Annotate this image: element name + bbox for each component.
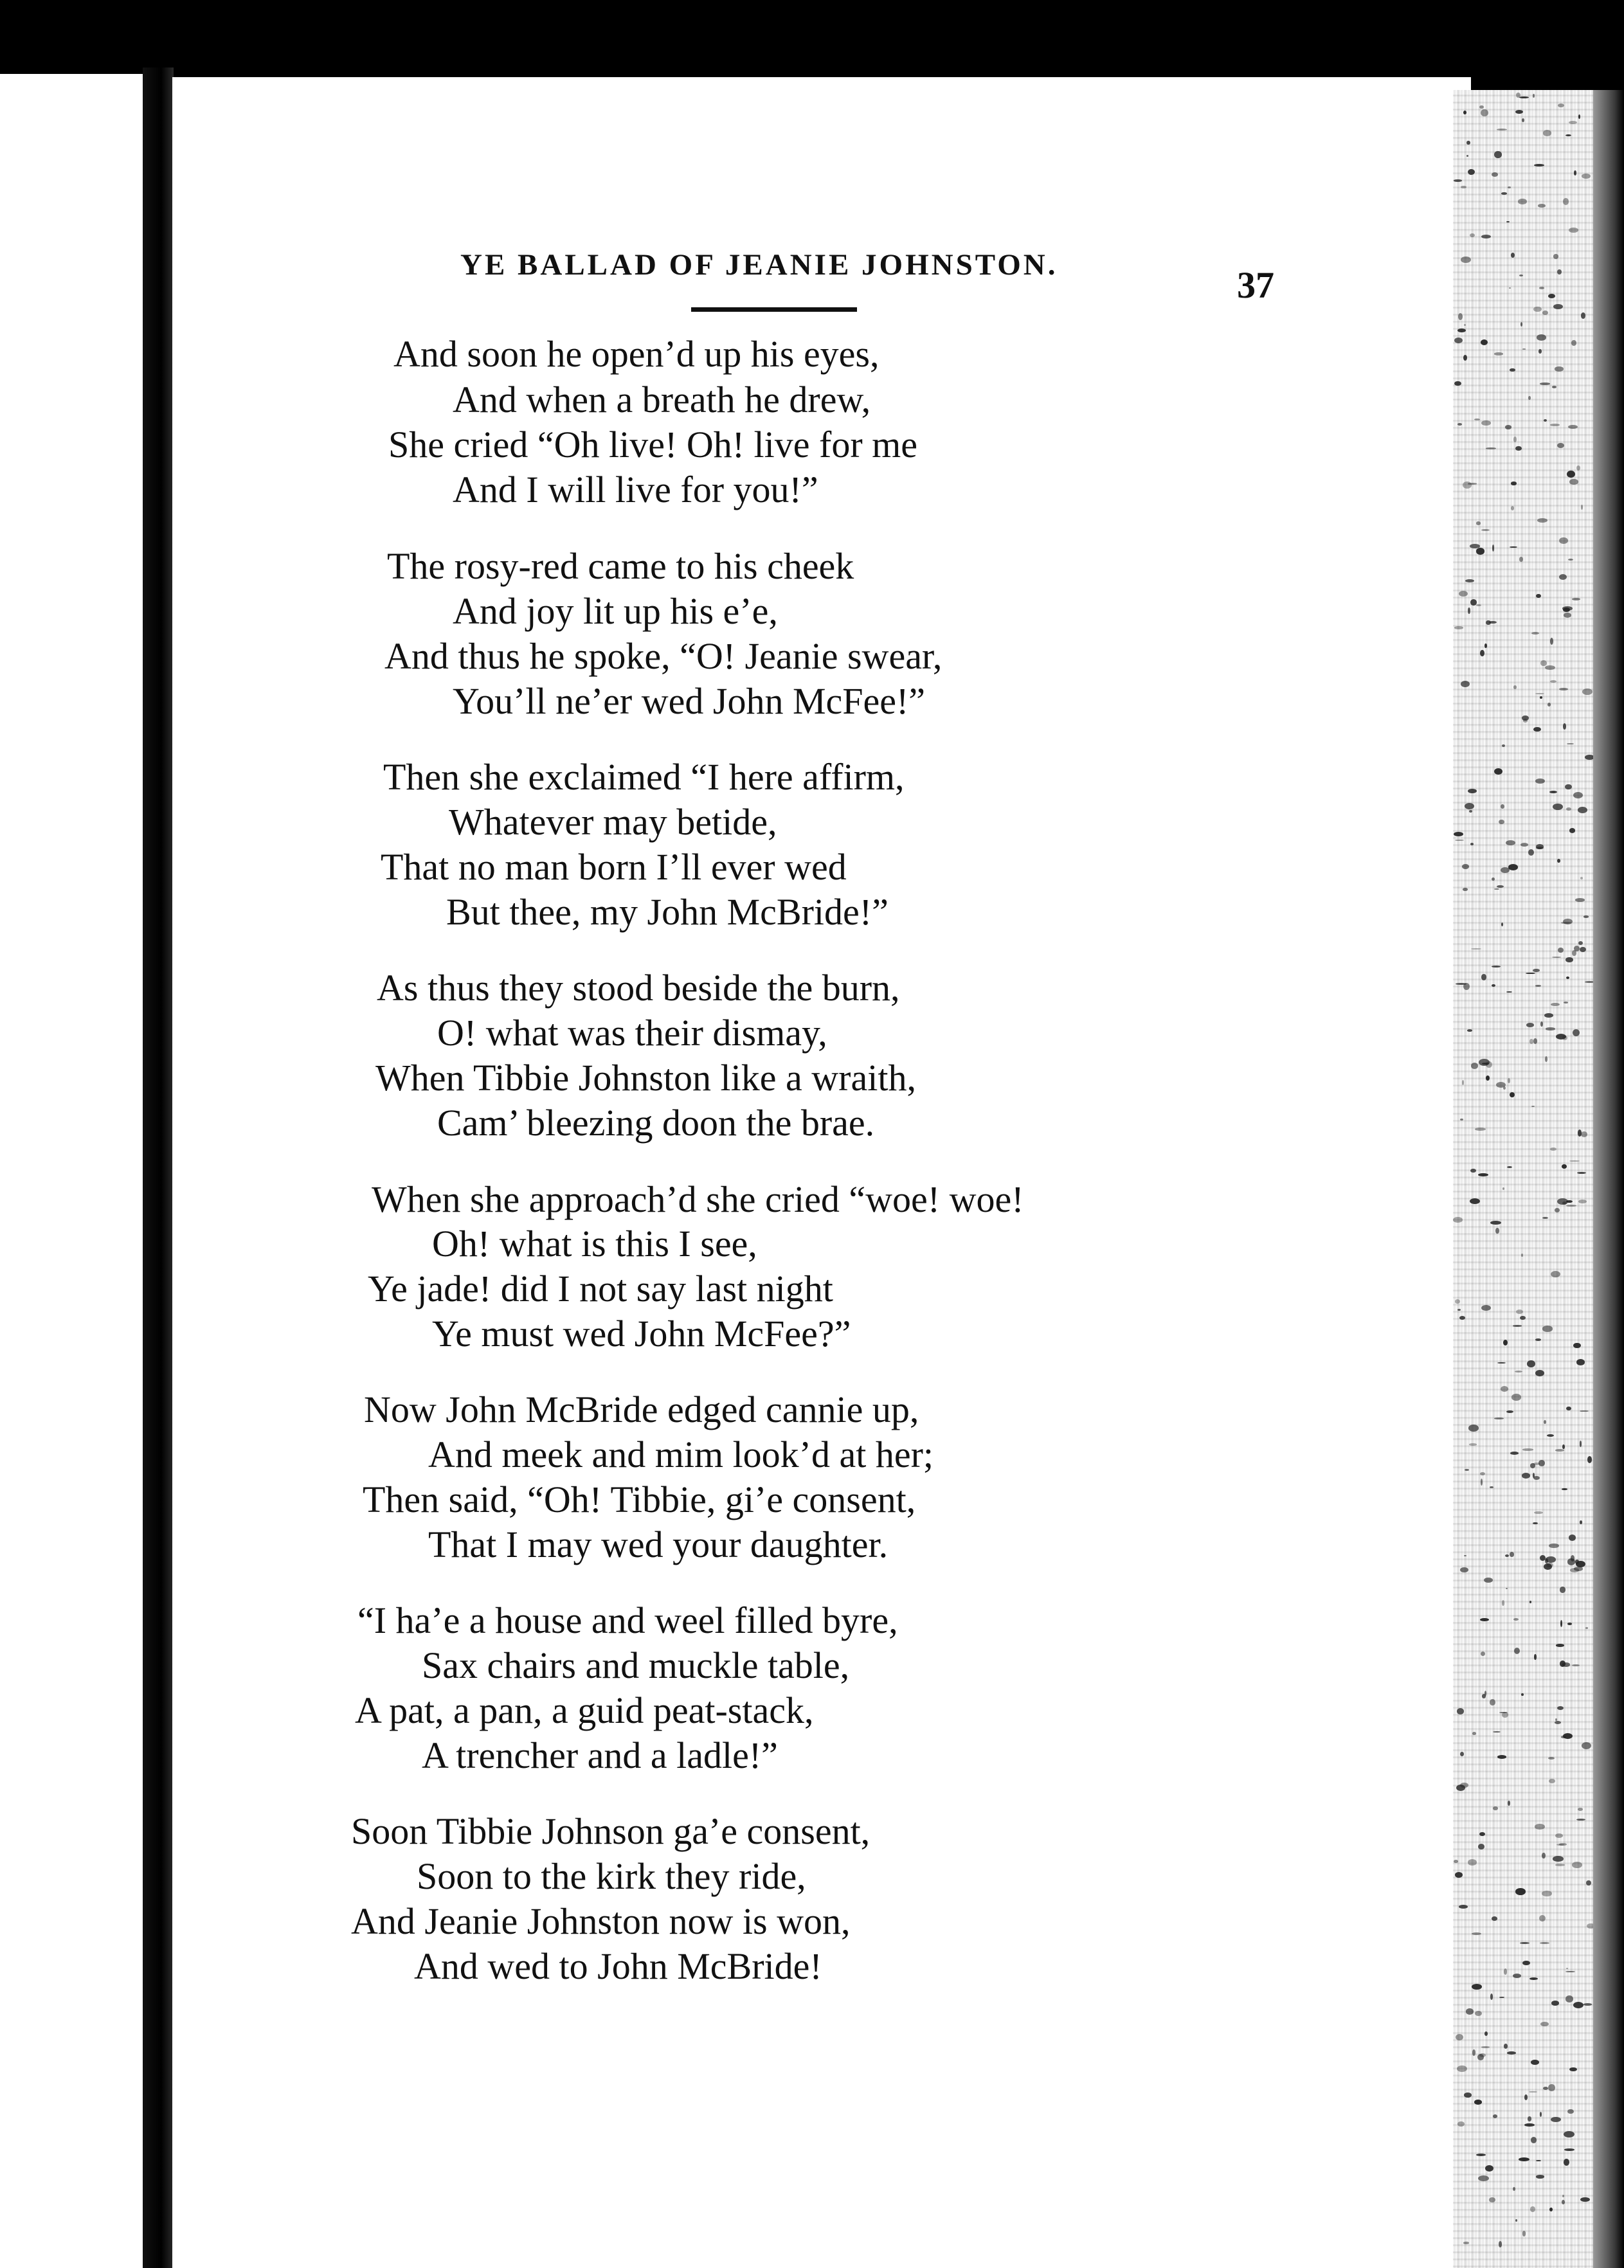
poem-line: Then she exclaimed “I here affirm, [383,756,905,798]
poem-line: And soon he open’d up his eyes, [393,333,880,375]
poem-line: And I will live for you!” [453,469,818,510]
running-head: YE BALLAD OF JEANIE JOHNSTON. [460,248,1058,282]
poem-line: A trencher and a ladle!” [422,1734,778,1776]
poem-line: But thee, my John McBride!” [446,891,889,933]
poem-line: That I may wed your daughter. [428,1524,889,1565]
poem-line: Soon Tibbie Johnson ga’e consent, [351,1810,871,1852]
poem-line: You’ll ne’er wed John McFee!” [453,680,926,722]
poem-line: And thus he spoke, “O! Jeanie swear, [384,635,943,677]
poem-line: Ye jade! did I not say last night [368,1268,833,1310]
poem-line: And when a breath he drew, [453,379,871,420]
poem-line: When she approach’d she cried “woe! woe! [372,1178,1024,1220]
poem-line: Soon to the kirk they ride, [417,1855,806,1897]
poem-line: Ye must wed John McFee?” [432,1313,851,1354]
poem-line: “I ha’e a house and weel filled byre, [357,1599,898,1641]
poem-line: And meek and mim look’d at her; [428,1434,934,1475]
poem-line: When Tibbie Johnston like a wraith, [375,1057,916,1099]
poem-line: And joy lit up his e’e, [453,590,778,632]
poem-line: Sax chairs and muckle table, [422,1644,850,1686]
poem-line: And wed to John McBride! [414,1945,822,1987]
poem-line: That no man born I’ll ever wed [381,846,847,888]
poem-line: She cried “Oh live! Oh! live for me [388,424,917,465]
poem-line: Now John McBride edged cannie up, [364,1389,919,1430]
poem-line: O! what was their dismay, [437,1012,827,1054]
page-number: 37 [1237,264,1274,306]
poem-line: And Jeanie Johnston now is won, [351,1900,851,1942]
poem-line: As thus they stood beside the burn, [377,967,900,1009]
poem-line: Cam’ bleezing doon the brae. [437,1102,875,1144]
poem-line: Whatever may betide, [449,801,777,843]
poem-line: A pat, a pan, a guid peat-stack, [355,1689,814,1731]
poem-line: Oh! what is this I see, [432,1223,757,1264]
poem-line: Then said, “Oh! Tibbie, gi’e consent, [363,1479,916,1520]
poem-line: The rosy-red came to his cheek [387,545,854,587]
